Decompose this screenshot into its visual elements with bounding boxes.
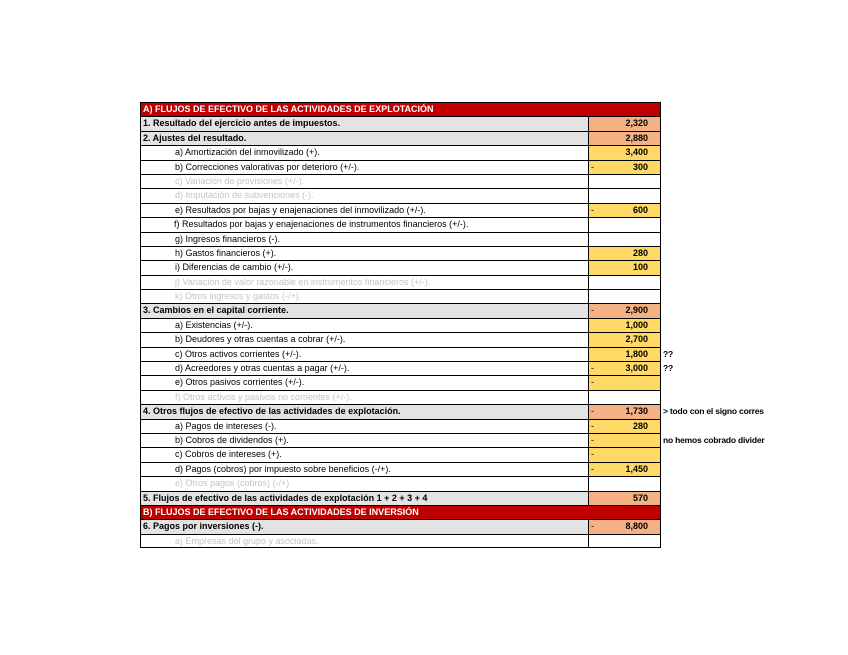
row-label[interactable]: c) Cobros de intereses (+).	[140, 447, 589, 461]
side-note: > todo con el signo corres	[663, 406, 764, 417]
negative-sign: -	[591, 204, 594, 215]
table-row[interactable]	[140, 462, 661, 476]
value-cell[interactable]	[589, 347, 661, 361]
value-text: 300	[632, 161, 648, 172]
negative-sign: -	[591, 521, 594, 532]
value-cell[interactable]	[589, 116, 661, 130]
row-label[interactable]: h) Gastos financieros (+).	[140, 246, 589, 260]
table-row[interactable]	[140, 160, 661, 174]
negative-sign: -	[591, 463, 594, 474]
table-row[interactable]	[140, 188, 661, 202]
negative-sign: -	[591, 449, 594, 460]
value-cell[interactable]	[589, 131, 661, 145]
row-label[interactable]: f) Resultados por bajas y enajenaciones de instrumentos financieros (+/-).	[140, 217, 589, 231]
row-label[interactable]: e) Resultados por bajas y enajenaciones del inmovilizado (+/-).	[140, 203, 589, 217]
negative-sign: -	[591, 434, 594, 445]
side-note: ??	[663, 363, 673, 374]
value-cell[interactable]	[589, 174, 661, 188]
row-label[interactable]: a) Empresas del grupo y asociadas.	[140, 534, 589, 548]
table-row[interactable]	[140, 174, 661, 188]
negative-sign: -	[591, 161, 594, 172]
value-cell[interactable]	[589, 332, 661, 346]
value-cell[interactable]	[589, 232, 661, 246]
value-cell[interactable]	[589, 260, 661, 274]
value-cell[interactable]	[589, 246, 661, 260]
value-cell[interactable]	[589, 476, 661, 490]
table-row[interactable]	[140, 260, 661, 274]
row-label[interactable]: f) Otros activos y pasivos no corrientes (+/-).	[140, 390, 589, 404]
value-cell[interactable]	[589, 145, 661, 159]
value-text: 280	[632, 247, 648, 258]
value-text: 1,000	[625, 319, 648, 330]
value-cell[interactable]	[589, 203, 661, 217]
value-cell[interactable]	[589, 188, 661, 202]
row-label[interactable]: d) Pagos (cobros) por impuesto sobre beneficios (-/+).	[140, 462, 589, 476]
row-label[interactable]: B) FLUJOS DE EFECTIVO DE LAS ACTIVIDADES DE INVERSIÓN	[140, 505, 661, 519]
value-cell[interactable]	[589, 419, 661, 433]
negative-sign: -	[591, 305, 594, 316]
value-cell[interactable]	[589, 160, 661, 174]
value-cell[interactable]	[589, 375, 661, 389]
value-cell[interactable]	[589, 217, 661, 231]
value-text: 100	[632, 262, 648, 273]
table-row[interactable]	[140, 390, 661, 404]
value-text: 8,800	[625, 521, 648, 532]
table-row[interactable]	[140, 447, 661, 461]
value-text: 2,700	[625, 334, 648, 345]
row-label[interactable]: 4. Otros flujos de efectivo de las actividades de explotación.	[140, 404, 589, 418]
side-note: ??	[663, 348, 673, 359]
row-label[interactable]: 6. Pagos por inversiones (-).	[140, 519, 589, 533]
value-cell[interactable]	[589, 361, 661, 375]
value-text: 1,450	[625, 463, 648, 474]
table-row[interactable]	[140, 131, 661, 145]
table-row[interactable]	[140, 145, 661, 159]
section-b-header-row[interactable]	[140, 505, 661, 519]
negative-sign: -	[591, 420, 594, 431]
table-row[interactable]	[140, 361, 673, 375]
negative-sign: -	[591, 406, 594, 417]
table-row[interactable]	[140, 275, 661, 289]
value-cell[interactable]	[589, 462, 661, 476]
negative-sign: -	[591, 377, 594, 388]
row-label[interactable]: e) Otros pagos (cobros) (-/+)	[140, 476, 589, 490]
side-note: no hemos cobrado divider	[663, 434, 765, 445]
table-row[interactable]	[140, 476, 661, 490]
table-row[interactable]	[140, 491, 661, 505]
row-label[interactable]: i) Diferencias de cambio (+/-).	[140, 260, 589, 274]
value-text: 280	[632, 420, 648, 431]
row-label[interactable]: c) Otros activos corrientes (+/-).	[140, 347, 589, 361]
section-a-header-row[interactable]	[140, 102, 661, 116]
spreadsheet-table	[140, 102, 765, 548]
row-label[interactable]: 1. Resultado del ejercicio antes de impuestos.	[140, 116, 589, 130]
value-cell[interactable]	[589, 289, 661, 303]
row-label[interactable]: 2. Ajustes del resultado.	[140, 131, 589, 145]
row-label[interactable]: j) Variación de valor razonable en instrumentos financieros (+/-).	[140, 275, 589, 289]
value-cell[interactable]	[589, 491, 661, 505]
row-label[interactable]: k) Otros ingresos y gastos (-/+).	[140, 289, 589, 303]
value-cell[interactable]	[589, 404, 661, 418]
table-row[interactable]	[140, 116, 661, 130]
table-row[interactable]	[140, 433, 765, 447]
row-label[interactable]: 3. Cambios en el capital corriente.	[140, 303, 589, 317]
table-row[interactable]	[140, 318, 661, 332]
value-text: 2,880	[625, 132, 648, 143]
value-text: 1,800	[625, 348, 648, 359]
table-row[interactable]	[140, 203, 661, 217]
value-text: 2,900	[625, 305, 648, 316]
value-text: 3,400	[625, 147, 648, 158]
row-label[interactable]: g) Ingresos financieros (-).	[140, 232, 589, 246]
value-text: 1,730	[625, 406, 648, 417]
row-label[interactable]: A) FLUJOS DE EFECTIVO DE LAS ACTIVIDADES DE EXPLOTACIÓN	[140, 102, 661, 116]
row-label[interactable]: c) Variación de provisiones (+/-).	[140, 174, 589, 188]
table-row[interactable]	[140, 217, 661, 231]
row-label[interactable]: a) Amortización del inmovilizado (+).	[140, 145, 589, 159]
row-label[interactable]: b) Deudores y otras cuentas a cobrar (+/-).	[140, 332, 589, 346]
table-row[interactable]	[140, 347, 673, 361]
table-row[interactable]	[140, 232, 661, 246]
table-row[interactable]	[140, 519, 661, 533]
value-cell[interactable]	[589, 447, 661, 461]
negative-sign: -	[591, 363, 594, 374]
row-label[interactable]: b) Correcciones valorativas por deterioro (+/-).	[140, 160, 589, 174]
value-text: 600	[632, 204, 648, 215]
value-text: 570	[632, 492, 648, 503]
value-cell[interactable]	[589, 303, 661, 317]
value-cell[interactable]	[589, 534, 661, 548]
value-cell[interactable]	[589, 433, 661, 447]
table-row[interactable]	[140, 246, 661, 260]
value-cell[interactable]	[589, 318, 661, 332]
value-cell[interactable]	[589, 519, 661, 533]
value-cell[interactable]	[589, 390, 661, 404]
table-row[interactable]	[140, 419, 661, 433]
table-row[interactable]	[140, 404, 764, 418]
row-label[interactable]: a) Pagos de intereses (-).	[140, 419, 589, 433]
value-cell[interactable]	[589, 275, 661, 289]
table-row[interactable]	[140, 303, 661, 317]
table-row[interactable]	[140, 534, 661, 548]
table-row[interactable]	[140, 332, 661, 346]
value-text: 3,000	[625, 363, 648, 374]
row-label[interactable]: 5. Flujos de efectivo de las actividades de explotación 1 + 2 + 3 + 4	[140, 491, 589, 505]
value-text: 2,320	[625, 118, 648, 129]
row-label[interactable]: d) Acreedores y otras cuentas a pagar (+/-).	[140, 361, 589, 375]
table-row[interactable]	[140, 289, 661, 303]
row-label[interactable]: d) Imputación de subvenciones (-).	[140, 188, 589, 202]
row-label[interactable]: b) Cobros de dividendos (+).	[140, 433, 589, 447]
row-label[interactable]: e) Otros pasivos corrientes (+/-).	[140, 375, 589, 389]
table-row[interactable]	[140, 375, 661, 389]
row-label[interactable]: a) Existencias (+/-).	[140, 318, 589, 332]
